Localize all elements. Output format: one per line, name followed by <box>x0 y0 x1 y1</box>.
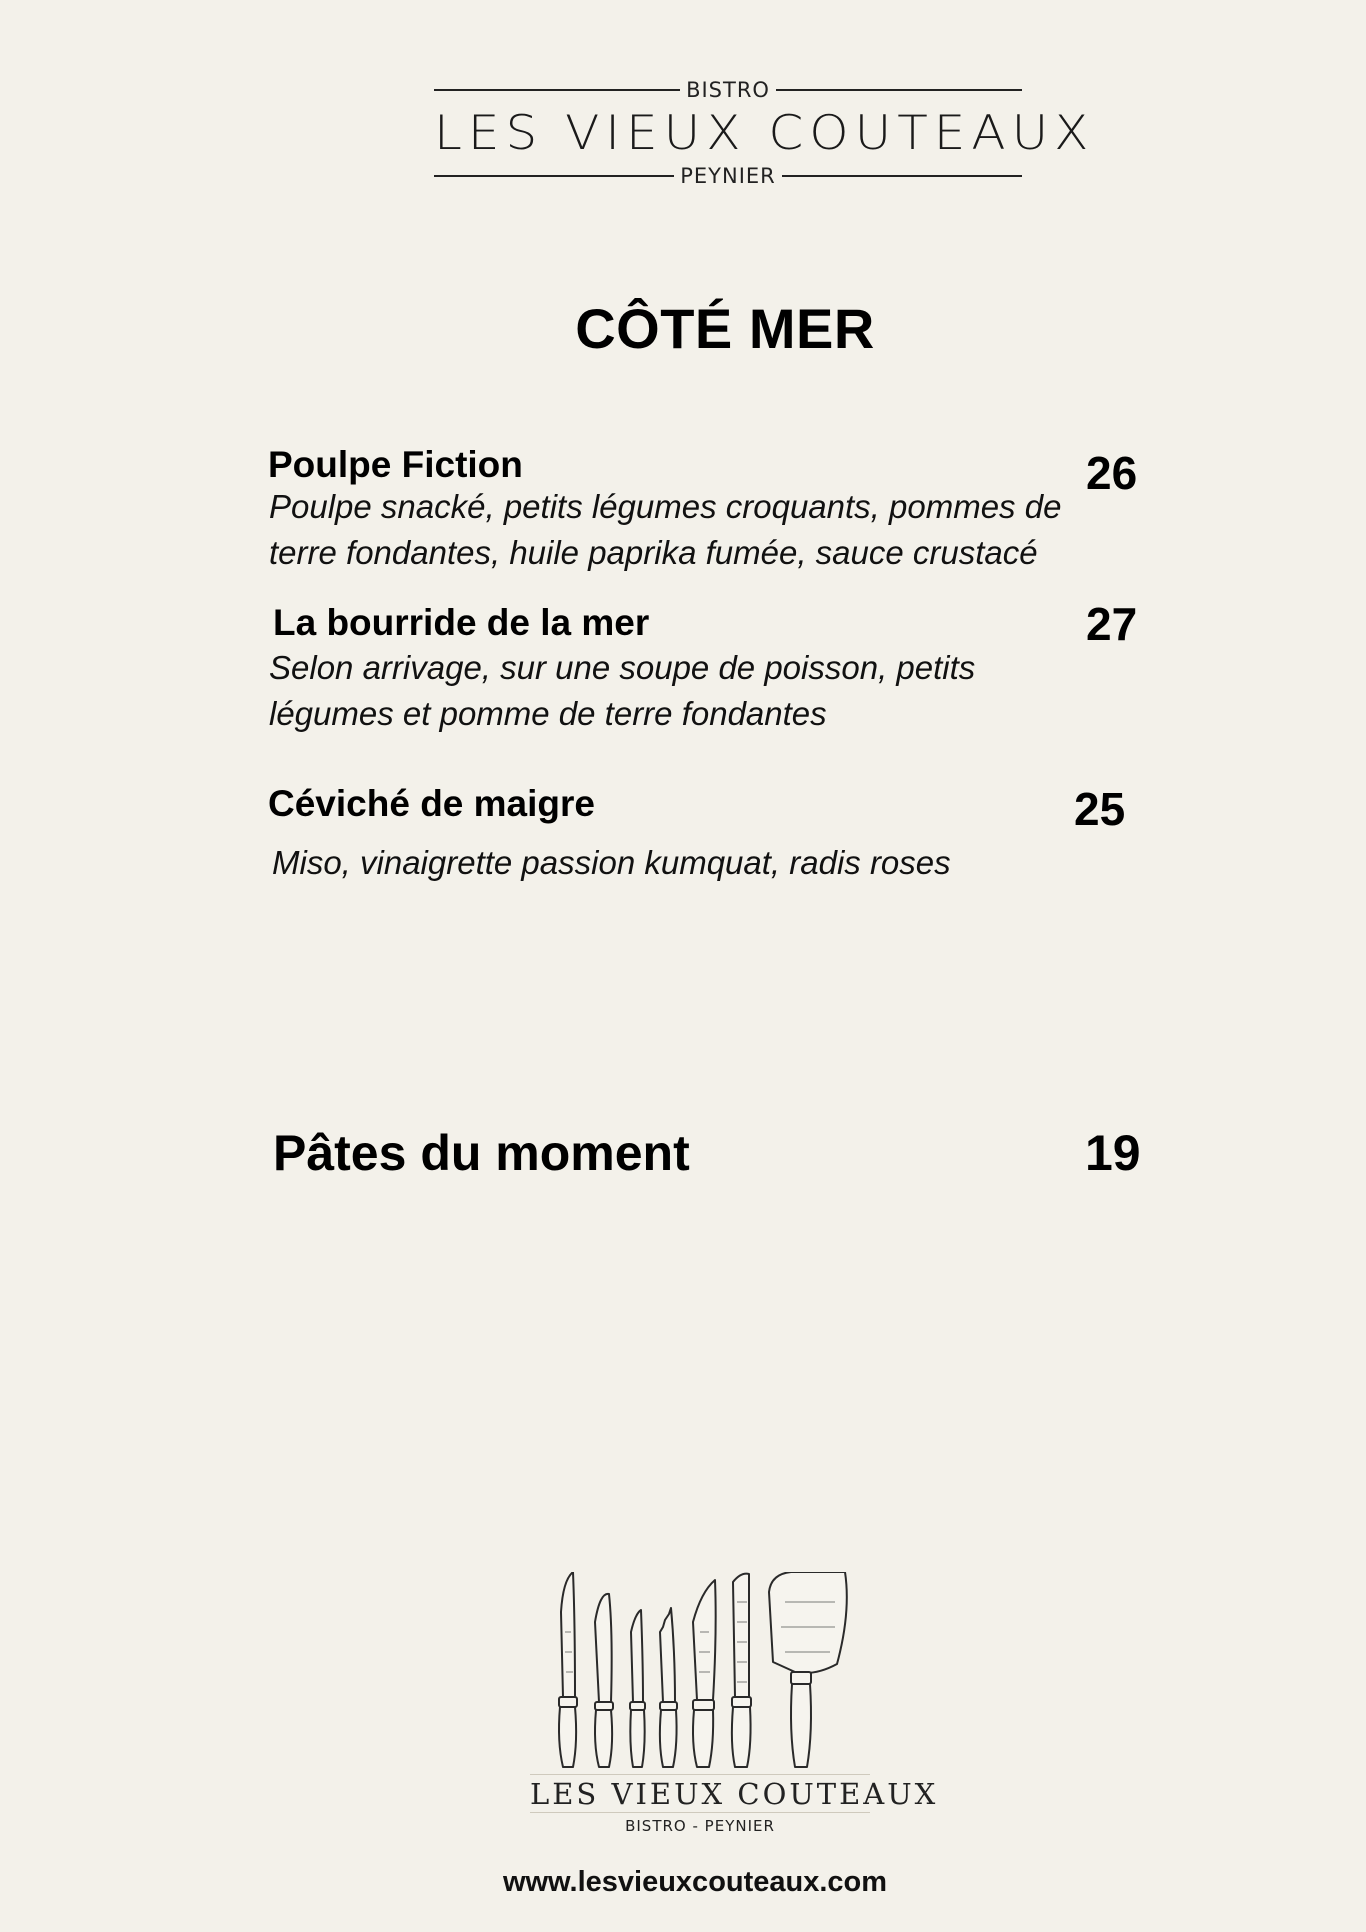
description-line: Selon arrivage, sur une soupe de poisson, petits <box>269 649 976 686</box>
section-title: CÔTÉ MER <box>575 297 875 360</box>
menu-item-price: 27 <box>1086 598 1138 650</box>
logo-location-label: PEYNIER <box>680 164 776 188</box>
website-link[interactable]: www.lesvieuxcouteaux.com <box>502 1866 888 1898</box>
menu-item-name: La bourride de la mer <box>273 602 650 643</box>
menu-item-description <box>269 645 1169 737</box>
menu-item-name: Poulpe Fiction <box>268 444 523 485</box>
footer-brand: LES VIEUX COUTEAUX <box>530 1774 870 1813</box>
logo-rule-left <box>434 175 674 177</box>
logo-bistro-label: BISTRO <box>686 78 770 102</box>
logo-bottom-rule-row <box>434 164 1022 188</box>
description-line: Miso, vinaigrette passion kumquat, radis roses <box>272 844 951 881</box>
logo-rule-right <box>782 175 1022 177</box>
knives-illustration-icon <box>545 1572 855 1772</box>
footer-subtitle: BISTRO - PEYNIER <box>625 1817 775 1835</box>
pasta-name: Pâtes du moment <box>273 1125 690 1181</box>
logo-rule-right <box>776 89 1022 91</box>
description-line: Poulpe snacké, petits légumes croquants, pommes de <box>269 488 1062 525</box>
logo-top-rule-row <box>434 78 1022 102</box>
menu-item-description <box>272 840 1172 886</box>
menu-item-description <box>269 484 1169 576</box>
header-logo <box>434 78 1095 198</box>
menu-item-name: Céviché de maigre <box>268 783 595 824</box>
logo-rule-left <box>434 89 680 91</box>
description-line: terre fondantes, huile paprika fumée, sauce crustacé <box>269 534 1038 571</box>
pasta-price: 19 <box>1085 1125 1141 1181</box>
menu-item-price: 26 <box>1086 447 1138 499</box>
logo-restaurant-name: LES VIEUX COUTEAUX <box>434 105 1095 161</box>
menu-item-price: 25 <box>1074 783 1126 835</box>
description-line: légumes et pomme de terre fondantes <box>269 695 827 732</box>
